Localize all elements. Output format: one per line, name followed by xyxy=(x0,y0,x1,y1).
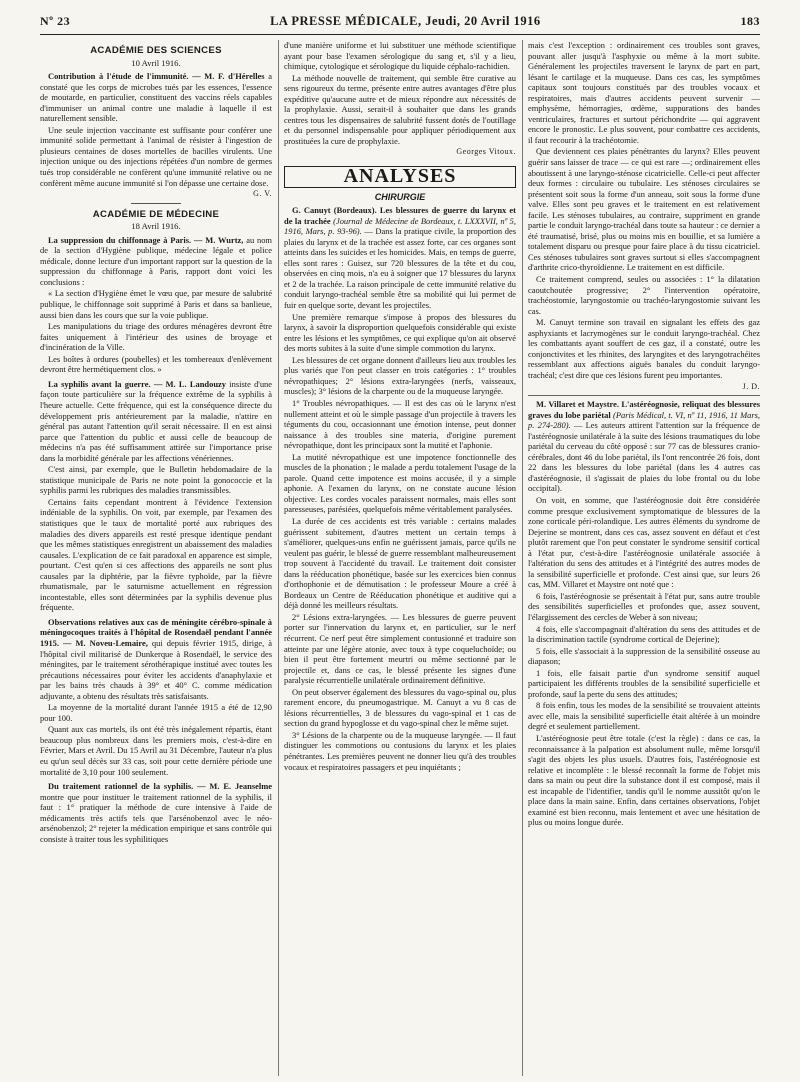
article-lead: Observations relatives aux cas de méningite cérébro-spinale à méningocoques traités à l'hôpital de Rosendaël pendant l'année 1915. — M. Noveu-Lemaire, xyxy=(40,616,272,648)
paragraph: La durée de ces accidents est très variable : certains malades guérissent subitement, d'autres mettent un certain temps à s'améliorer, quelques-uns enfin ne guérissent jamais, parce qu'ils ne veulent pas guérir, le blessé de guerre ressemblant malheureusement trop souvent à l'accidenté du travail. Le traitement doit consister dans la rééducation phonétique, basée sur les exercices bien connus d'orthophonie et de démutisation : le professeur Moure a créé à Bordeaux un Centre de Rééducation phonétique et auditive qui a déjà donné les meilleurs résultats. xyxy=(284,515,516,611)
page-number: 183 xyxy=(740,13,760,28)
article-lead: Contribution à l'étude de l'immunité. — M. F. d'Hérelles xyxy=(48,71,265,82)
column-3 xyxy=(522,40,760,1076)
paragraph: d'une manière uniforme et lui substituer une méthode scientifique ayant pour base l'examen sérologique du sang et, s'il y a lieu, chimique, cytologique et sérologique du liquide céphalo-rachidien. xyxy=(284,40,516,72)
paragraph: 5 fois, elle s'associait à la suppression de la sensibilité osseuse au diapason; xyxy=(528,645,760,667)
article-lead: Du traitement rationnel de la syphilis. — M. E. Jeanselme xyxy=(48,781,272,792)
paragraph: Les manipulations du triage des ordures ménagères devront être faites uniquement à l'intérieur des usines de broyage et d'incinération de la Ville. xyxy=(40,321,272,353)
paragraph: Quant aux cas mortels, ils ont été très inégalement répartis, étant beaucoup plus nombreux dans les premiers mois, c'est-à-dire en Février, Mars et Avril. Du 15 Avril au 31 Décembre, l'auteur n'a plus eu qu'un seul décès sur 33 cas, soit pour cette dernière période une mortalité de 3,10 pour 100 seulement. xyxy=(40,724,272,777)
paragraph: Certains faits cependant montrent à l'évidence l'extension indéniable de la syphilis. On voit, par exemple, par l'examen des statistiques que le taux de mortalité porté aux rubriques des maladies des divers appareils est resté presque identique pendant que les mêmes statistiques enregistrent un abaissement des maladies causales. L'explication de ce fait paradoxal en apparence est simple, pourtant. C'est qu'en si ces affections des appareils ne sont plus causales par la diphtérie, par la fièvre typhoïde, par la fièvre rhumatismale, par le saturnisme actuellement en régression incontestable, elles sont déterminées par la syphilis devenue plus fréquente. xyxy=(40,496,272,613)
paragraph: On voit, en somme, que l'astéréognosie doit être considérée comme presque exclusivement symptomatique de blessures de la zone corticale péri-rolandique. Les autres éléments du syndrome de Dejerine se montrent, dans ces cas, assez souvent en défaut et c'est plutôt rarement que l'on peut constater le syndrome sensitif cortical à l'état pur, c'est-à-dire l'astéréognosie unilatérale associée à l'altération du sens des attitudes et à l'intégrité des autres modes de la sensibilité superficielle et profonde. C'est ainsi que, sur leurs 26 cas, MM. Villaret et Maystre ont noté que : xyxy=(528,494,760,590)
signature: G. V. xyxy=(253,189,272,199)
journal-title: LA PRESSE MÉDICALE, Jeudi, 20 Avril 1916 xyxy=(270,13,541,28)
issue-number: Nº 23 xyxy=(40,13,71,28)
paragraph: Les boîtes à ordures (poubelles) et les tombereaux d'enlèvement devront être hermétiquement clos. » xyxy=(40,353,272,375)
paragraph: 6 fois, l'astéréognosie se présentait à l'état pur, sans autre trouble des sensibilités superficielles et profondes que, assez souvent, l'élargissement des cercles de Weber à son niveau; xyxy=(528,590,760,622)
session-date-sciences: 10 Avril 1916. xyxy=(131,57,181,68)
paragraph: Les blessures de cet organe donnent d'ailleurs lieu aux troubles les plus variés que l'on peut classer en trois catégories : 1° troubles névropathiques; 2° lésions extra-laryngées (nerfs, vaisseaux, muscles); 3° lésions de la charpente ou de la muqueuse laryngée. xyxy=(284,354,516,397)
section-title-sciences: ACADÉMIE DES SCIENCES xyxy=(90,45,222,56)
running-header xyxy=(40,10,760,32)
paragraph: 1° Troubles névropathiques. — Il est des cas où le larynx n'est nullement atteint et où le simple passage d'un projectile à travers les téguments du cou, occasionnant une émotion intense, peut donner naissance à des troubles sine materia, d'origine purement névropathique, dont les principaux sont la mutité et l'aphonie. xyxy=(284,397,516,451)
paragraph: Ce traitement comprend, seules ou associées : 1° la dilatation caoutchoutée progressive; 2° l'intervention opératoire, trachéostomie, laryngostomie ou trachéo-laryngostomie suivant les cas. xyxy=(528,274,760,316)
article-text: — Dans la pratique civile, la proportion des plaies du larynx et de la trachée est assez forte, car ces organes sont atteints dans les suicides et les homicides. Mais, en temps de guerre, elles sont rares : Guisez, sur 720 blessures de la tête et du cou, observées en cinq mois, n'a eu à soigner que 17 blessures du larynx et 2 de la trachée. La raison principale de cette immunité relative du conduit laryngo-trachéal semble être sa mobilité qui lui permet de fuir en quelque sorte, devant les projectiles. xyxy=(284,226,516,311)
article-text: — Les auteurs attirent l'attention sur la fréquence de l'astéréognosie unilatérale à la suite des lésions traumatiques du lobe pariétal du cerveau du côté opposé : sur 77 cas de blessures cranio-cérébrales, dont 46 du lobe pariétal, ils l'ont rencontrée 26 fois, dont 22 dans les blessures du lobe pariétal (dans les 4 autres cas d'astéréognosie, il s'agissait de plaies du lobe frontal ou du lobe occipital). xyxy=(528,420,760,494)
paragraph: La méthode nouvelle de traitement, qui semble être curative au sens rigoureux du terme, présente entre autres avantages d'être plus expéditive qu'aucune autre et de mieux répondre aux nécessités de la prophylaxie. Aussi, serait-il à souhaiter que dans les grands centres tous les dispensaires de salubrité fussent dotés de l'outillage et du personnel indispensable pour appliquer périodiquement aux prostituées la cure de prophylaxie. xyxy=(284,72,516,146)
signature: J. D. xyxy=(742,381,760,391)
paragraph: « La section d'Hygiène émet le vœu que, par mesure de salubrité publique, le chiffonnage soit supprimé à Paris et dans sa banlieue, aussi bien dans les cours que sur la voie publique. xyxy=(40,288,272,320)
section-title-medecine: ACADÉMIE DE MÉDECINE xyxy=(92,208,220,220)
paragraph: Que deviennent ces plaies pénétrantes du larynx? Elles peuvent guérir sans laisser de trace — ce qui est rare —; ordinairement elles aboutissent à une laryngo-sténose cicatricielle. Celle-ci peut affecter deux formes : circulaire ou tubulaire. Les sténoses circulaires se présentent soit sous la forme d'un anneau, soit sous la forme d'une valve. Elles sont peu graves et le traitement en est relativement facile. Les sténoses tubulaires, au contraire, suppriment en grande partie le conduit laryngo-trachéal dans toute sa hauteur : ce dernier a été traumatisé, brisé, plus ou moins mis en bouillie, et sa lumière a totalement disparu ou presque pour faire place à du tissu cicatriciel. Ces sténoses tubulaires sont graves surtout si elles s'accompagnent d'arthrite crico-thyroïdienne. Le traitement en est difficile. xyxy=(528,146,760,273)
article-lead: La syphilis avant la guerre. — M. L. Landouzy xyxy=(48,378,226,389)
article-lead: M. Villaret et Maystre. L'astéréognosie, reliquat des blessures graves du lobe pariétal xyxy=(528,399,760,420)
header-rule xyxy=(40,34,760,35)
article-lead: La suppression du chiffonnage à Paris. — M. Wurtz, xyxy=(48,234,244,245)
article-text: au nom de la section d'Hygiène publique, médecine légale et police médicale, donne lecture d'un important rapport sur la question de la suppression du chiffonnage à Paris, rapport dont voici les conclusions : xyxy=(40,234,272,287)
paragraph: Une seule injection vaccinante est suffisante pour conférer une immunité solide permettant à l'animal de résister à l'ingestion de plusieurs centaines de doses mortelles de bacilles virulents. Une injection unique ou des injections répétées d'un nombre de germes tués trop considérable ne confèrent qu'une immunité relative ou ne confèrent même aucune immunité si l'on dépasse une certaine dose. xyxy=(40,124,272,188)
paragraph: 1 fois, elle faisait partie d'un syndrome sensitif auquel participaient les différents troubles de la sensibilité superficielle et profonde, sauf la perte du sens des attitudes; xyxy=(528,667,760,699)
paragraph: 3° Lésions de la charpente ou de la muqueuse laryngée. — Il faut distinguer les commotions ou contusions du larynx et les plaies pénétrantes. Les premières peuvent ne donner lieu qu'à des troubles vocaux et respiratoires passagers et peu inquiétants ; xyxy=(284,729,516,772)
paragraph: La mutité névropathique est une impotence fonctionnelle des muscles de la phonation ; le malade a perdu totalement l'usage de la parole. Quand cette impotence est moins accusée, il y a simple aphonie. A l'examen du larynx, on ne constate aucune lésion objective. Les cordes vocales paraissent normales, mais elles sont paresseuses, parésiées, quelquefois même véritablement paralysées. xyxy=(284,451,516,515)
paragraph: M. Canuyt termine son travail en signalant les effets des gaz asphyxiants et lacrymogènes sur le conduit laryngo-trachéal. Chez les combattants ayant souffert de ces gaz, il a constaté, outre les conjonctivites et les rhinites, des laryngites et des laryngotrachéites ressemblant aux affections aiguës banales du conduit laryngo-trachéal; c'est dire que ces lésions furent peu importantes. xyxy=(528,317,760,380)
paragraph: L'astéréognosie peut être totale (c'est la règle) : dans ce cas, la reconnaissance à la palpation est absolument nulle, même lorsqu'il s'agit des objets les plus usuels. D'autres fois, l'astéréognosie est relative et incomplète : le blessé reconnaît la forme de l'objet mis dans sa main ou peut dire la substance dont il est composé, mais il est incapable de l'identifier, tandis qu'il le nomme aussitôt qu'on le place dans la main saine. Enfin, dans certaines observations, l'objet examiné est bien reconnu, mais lentement et avec une hésitation de plus ou moins longue durée. xyxy=(528,733,760,828)
paragraph: On peut observer également des blessures du vago-spinal ou, plus rarement encore, du pneumogastrique. M. Canuyt a vu 8 cas de lésions récurrentielles, 3 de blessures du vago-spinal et 1 cas de section du grand hypoglosse et du vago-spinal chez le même sujet. xyxy=(284,686,516,729)
text-columns xyxy=(40,40,760,1076)
separator xyxy=(131,203,181,204)
paragraph: C'est ainsi, par exemple, que le Bulletin hebdomadaire de la statistique municipale de Paris ne note point la gonococcie et la syphilis parmi les rubriques des maladies transmissibles. xyxy=(40,464,272,496)
analyses-title: ANALYSES xyxy=(343,165,457,188)
article-reference: (Journal de Médecine de Bordeaux, t. LXXXVII, nº 5, 1916, Mars, p. 93-96). xyxy=(284,215,516,237)
paragraph: 4 fois, elle s'accompagnait d'altération du sens des attitudes et de la discrimination tactile (syndrome cortical de Dejerine); xyxy=(528,623,760,645)
column-1 xyxy=(40,40,272,1076)
article-lead: G. Canuyt (Bordeaux). Les blessures de guerre du larynx et de la trachée xyxy=(284,205,516,226)
separator xyxy=(528,395,760,396)
article-text: a constaté que les corps de microbes tués par les essences, l'essence de moutarde, en particulier, constituent des vaccins réels capables d'immuniser un animal contre une maladie à laquelle il est naturellement sensible. xyxy=(40,71,272,124)
signature: Georges Vitoux. xyxy=(456,147,516,157)
article-text: montre que pour instituer le traitement rationnel de la syphilis, il faut : 1° pratiquer la méthode de cure intensive à l'aide de médicaments très actifs tels que l'arsénobenzol avec le néo-arsénobenzol; 2° rejeter la médication empirique et sans contrôle qui consiste à traiter tous les syphilitiques xyxy=(40,791,272,844)
session-date-medecine: 18 Avril 1916. xyxy=(131,221,181,232)
paragraph: mais c'est l'exception : ordinairement ces troubles sont graves, pouvant aller jusqu'à l'asphyxie ou même à la mort subite. Généralement les projectiles traversent le larynx de part en part, lésant le cartilage et la muqueuse. Dans ces cas, les symptômes capitaux sont toujours constitués par des troubles vocaux et respiratoires, mais d'autres accidents peuvent survenir — emphysème, hémorragies, œdème, suppurations des bandes ventriculaires, fractures et surtout périchondrite — qui aggravent encore le pronostic. Le plus souvent, pour combattre ces accidents, il faut recourir à la trachéotomie. xyxy=(528,40,760,145)
paragraph: 8 fois enfin, tous les modes de la sensibilité se trouvaient atteints avec elle, mais la sensibilité superficielle était altérée à un moindre degré et seulement partiellement. xyxy=(528,700,760,732)
rubric-chirurgie: CHIRURGIE xyxy=(374,191,426,202)
column-2 xyxy=(278,40,516,1076)
paragraph: La moyenne de la mortalité durant l'année 1915 a été de 12,90 pour 100. xyxy=(40,702,272,723)
paragraph: 2° Lésions extra-laryngées. — Les blessures de guerre peuvent porter sur l'innervation du larynx et, en particulier, sur le nerf récurrent. Ce nerf peut être simplement contusionné et traduire son atteinte par une légère atonie, avec toux à type coqueluchoïde; ou bien il peut être fortement meurtri ou même sectionné par le projectile et, dans ce cas, le blessé présente les signes d'une paralysie récurrentielle unilatérale ordinairement définitive. xyxy=(284,611,516,686)
analyses-banner xyxy=(284,166,516,188)
article-text: qui depuis février 1915, dirige, à l'hôpital civil militarisé de Dunkerque à Rosendaël, le service des méningites, par le traitement sérothérapique institué avec toutes les précautions nécessaires pour éviter les accidents d'anaphylaxie et par les bains très chauds à 39° et 40° C. comme médication adjuvante, a obtenu des résultats très satisfaisants. xyxy=(40,637,272,701)
paragraph: Une première remarque s'impose à propos des blessures du larynx, à savoir la disproportion quelquefois considérable qui existe entre les lésions et les symptômes, ce qui explique qu'on ait observé des morts subites à la suite d'une simple commotion du larynx. xyxy=(284,311,516,354)
article-text: insiste d'une façon toute particulière sur la fréquence extrême de la syphilis à l'heure actuelle. Cette fréquence, qui est la conséquence directe du développement pris antérieurement par la maladie, n'attire en général pas autant l'attention qu'il serait nécessaire. Il en est ainsi parce que l'attention du public et aussi celle de beaucoup de médecins n'a pas été suffisamment attirée sur l'importance prise dans la morbidité générale par les affections vénériennes. xyxy=(40,378,272,463)
article-reference: (Paris Médical, t. VI, nº 11, 1916, 11 Mars, p. 274-280). xyxy=(528,409,760,431)
